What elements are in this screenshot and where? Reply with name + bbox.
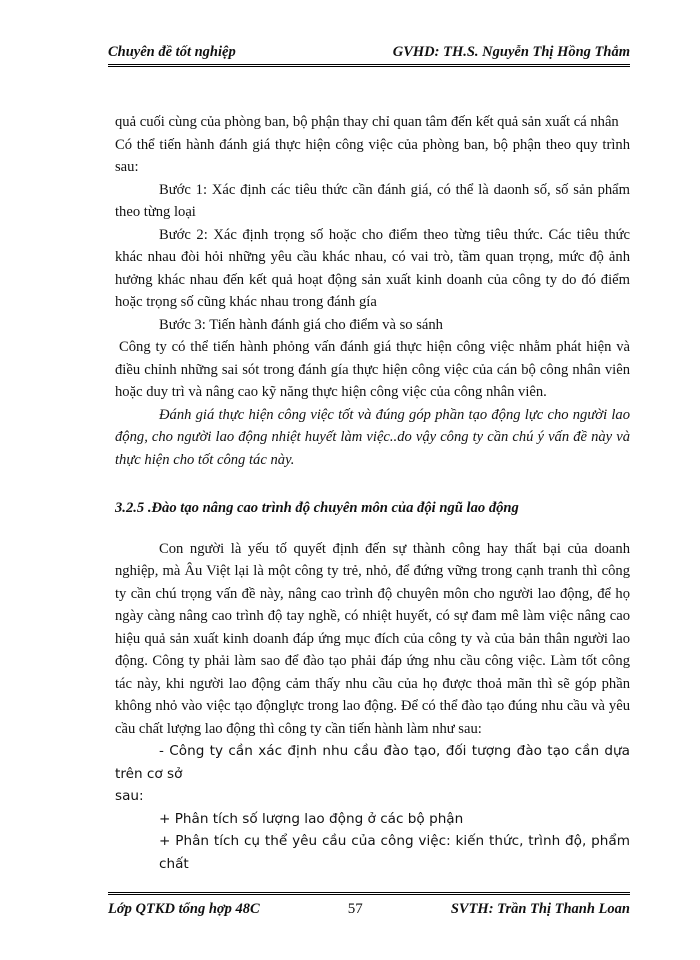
section-title: 3.2.5 .Đào tạo nâng cao trình độ chuyên môn của đội ngũ lao động [115, 500, 519, 516]
paragraph-process-intro: Có thể tiến hành đánh giá thực hiện công việc của phòng ban, bộ phận theo quy trình sau: [115, 136, 630, 175]
header-right-advisor: GVHD: TH.S. Nguyễn Thị Hồng Thắm [392, 44, 630, 60]
page-header [108, 44, 630, 67]
step-2: Bước 2: Xác định trọng số hoặc cho điểm theo từng tiêu thức. Các tiêu thức khác nhau đòi hỏi những yêu cầu khác nhau, có vai trò, tầm quan trọng, mức độ ảnh hưởng khác nhau đến kết quả hoạt động sản xuất kinh doanh của công ty do đó điểm hoặc trọng số cũng khác nhau trong đánh gía [115, 226, 630, 310]
paragraph-continuation: quả cuối cùng của phòng ban, bộ phận thay chỉ quan tâm đến kết quả sản xuất cá nhân [115, 114, 619, 130]
step-3: Bước 3: Tiến hành đánh giá cho điểm và so sánh [159, 316, 443, 333]
italic-conclusion: Đánh giá thực hiện công việc tốt và đúng góp phần tạo động lực cho người lao động, cho người lao động nhiệt huyết làm việc..do vậy công ty cần chú ý vấn đề này và thực hiện cho tốt công tác này. [115, 406, 630, 468]
header-left-title: Chuyên đề tốt nghiệp [108, 44, 236, 60]
page-body [115, 111, 630, 875]
dash-item-line-2: sau: [115, 788, 144, 804]
footer-student-name: SVTH: Trần Thị Thanh Loan [450, 901, 630, 917]
plus-item-2: + Phân tích cụ thể yêu cầu của công việc: kiến thức, trình độ, phẩm chất [159, 833, 630, 872]
training-list [115, 740, 630, 875]
dash-item-line-1: - Công ty cần xác định nhu cầu đào tạo, đối tượng đào tạo cần dựa trên cơ sở [115, 743, 630, 782]
plus-item-1: + Phân tích số lượng lao động ở các bộ phận [159, 810, 464, 827]
paragraph-interview: Công ty có thể tiến hành phỏng vấn đánh giá thực hiện công việc nhằm phát hiện và điều chỉnh những sai sót trong đánh gía thực hiện công việc của cán bộ công nhân viên hoặc duy trì và nâng cao kỹ năng thực hiện công việc của công nhân viên. [115, 339, 630, 400]
step-1: Bước 1: Xác định các tiêu thức cần đánh giá, có thể là daonh số, số sản phẩm theo từng loại [115, 181, 630, 220]
page-number: 57 [347, 901, 363, 917]
page-footer [108, 892, 630, 918]
footer-class-name: Lớp QTKD tổng hợp 48C [108, 901, 260, 917]
paragraph-training: Con người là yếu tố quyết định đến sự thành công hay thất bại của doanh nghiệp, mà Âu Việt lại là một công ty trẻ, nhỏ, để đứng vững trong cạnh tranh thì công ty cần chú trọng vấn đề này, nâng cao trình độ chuyên môn cho người lao động, để họ ngày càng nâng cao trình độ tay nghề, có nhiệt huyết, có sự đam mê làm việc nâng cao hiệu quả sản xuất kinh doanh đáp ứng mục đích của công ty và của bản thân người lao động. Công ty phải làm sao để đào tạo phải đáp ứng nhu cầu công việc. Làm tốt công tác này, khi người lao động cảm thấy nhu cầu của họ được thoả mãn thì sẽ góp phần không nhỏ vào việc tạo độnglực trong lao động. Để có thể đào tạo đúng nhu cầu và yêu cầu chất lượng lao động thì công ty cần tiến hành làm như sau: [115, 540, 630, 737]
